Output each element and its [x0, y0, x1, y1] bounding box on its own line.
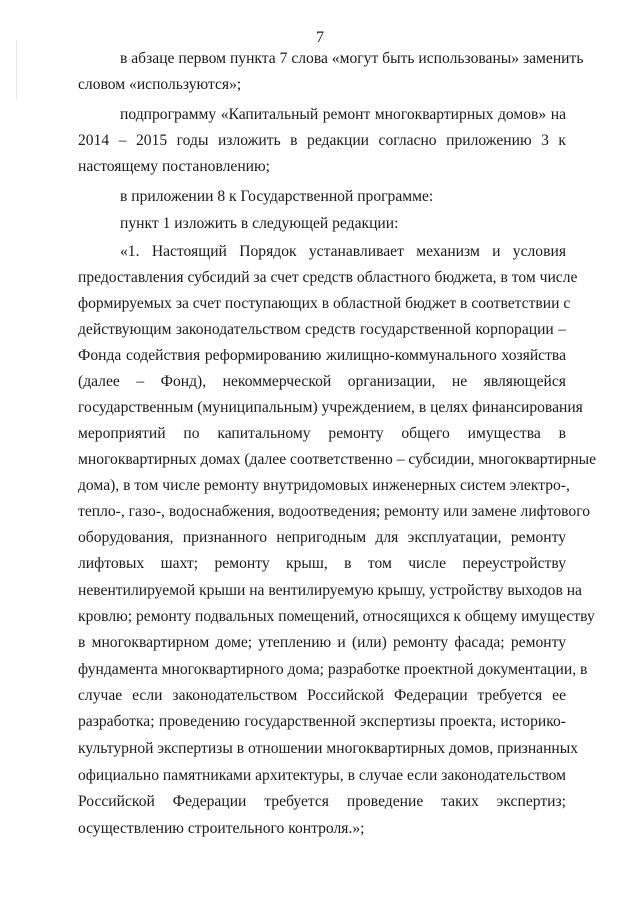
text-line: (далее – Фонд), некоммерческой организации, не являющейся	[78, 373, 566, 390]
text-line: разработка; проведению государственной экспертизы проекта, историко-	[78, 713, 566, 730]
text-line: предоставления субсидий за счет средств областного бюджета, в том числе	[78, 269, 578, 286]
text-line: многоквартирных домах (далее соответственно – субсидии, многоквартирные	[78, 451, 597, 468]
text-line: Фонда содействия реформированию жилищно-коммунального хозяйства	[78, 347, 566, 364]
text-line: лифтовых шахт; ремонту крыш, в том числе переустройству	[78, 555, 566, 572]
text-line: настоящему постановлению;	[78, 158, 271, 175]
text-line: действующим законодательством средств государственной корпорации –	[78, 321, 566, 338]
text-line: 2014 – 2015 годы изложить в редакции согласно приложению 3 к	[78, 132, 566, 149]
text-line: формируемых за счет поступающих в областной бюджет в соответствии с	[78, 295, 571, 312]
text-line: в приложении 8 к Государственной программе:	[120, 188, 434, 205]
text-line: кровлю; ремонту подвальных помещений, относящихся к общему имуществу	[78, 608, 595, 625]
text-line: мероприятий по капитальному ремонту общего имущества в	[78, 425, 566, 442]
text-line: официально памятниками архитектуры, в случае если законодательством	[78, 767, 566, 784]
text-line: словом «используются»;	[78, 76, 242, 93]
text-line: подпрограмму «Капитальный ремонт многоквартирных домов» на	[120, 106, 566, 123]
page-number: 7	[316, 29, 324, 46]
text-line: невентилируемой крыши на вентилируемую крышу, устройству выходов на	[78, 582, 582, 599]
text-line: дома), в том числе ремонту внутридомовых инженерных систем электро-,	[78, 477, 570, 494]
text-line: в многоквартирном доме; утеплению и (или) ремонту фасада; ремонту	[78, 634, 566, 651]
text-line: в абзаце первом пункта 7 слова «могут быть использованы» заменить	[120, 50, 584, 67]
text-line: оборудования, признанного непригодным для эксплуатации, ремонту	[78, 529, 566, 546]
text-line: государственным (муниципальным) учреждением, в целях финансирования	[78, 399, 583, 416]
text-line: осуществлению строительного контроля.»;	[78, 820, 365, 837]
text-line: «1. Настоящий Порядок устанавливает механизм и условия	[120, 243, 566, 260]
scan-margin-mark	[16, 40, 17, 100]
text-line: Российской Федерации требуется проведение таких экспертиз;	[78, 793, 566, 810]
text-line: случае если законодательством Российской Федерации требуется ее	[78, 687, 566, 704]
text-line: культурной экспертизы в отношении многоквартирных домов, признанных	[78, 740, 579, 757]
text-line: фундамента многоквартирного дома; разработке проектной документации, в	[78, 661, 588, 678]
text-line: тепло-, газо-, водоснабжения, водоотведения; ремонту или замене лифтового	[78, 503, 591, 520]
text-line: пункт 1 изложить в следующей редакции:	[120, 215, 399, 232]
